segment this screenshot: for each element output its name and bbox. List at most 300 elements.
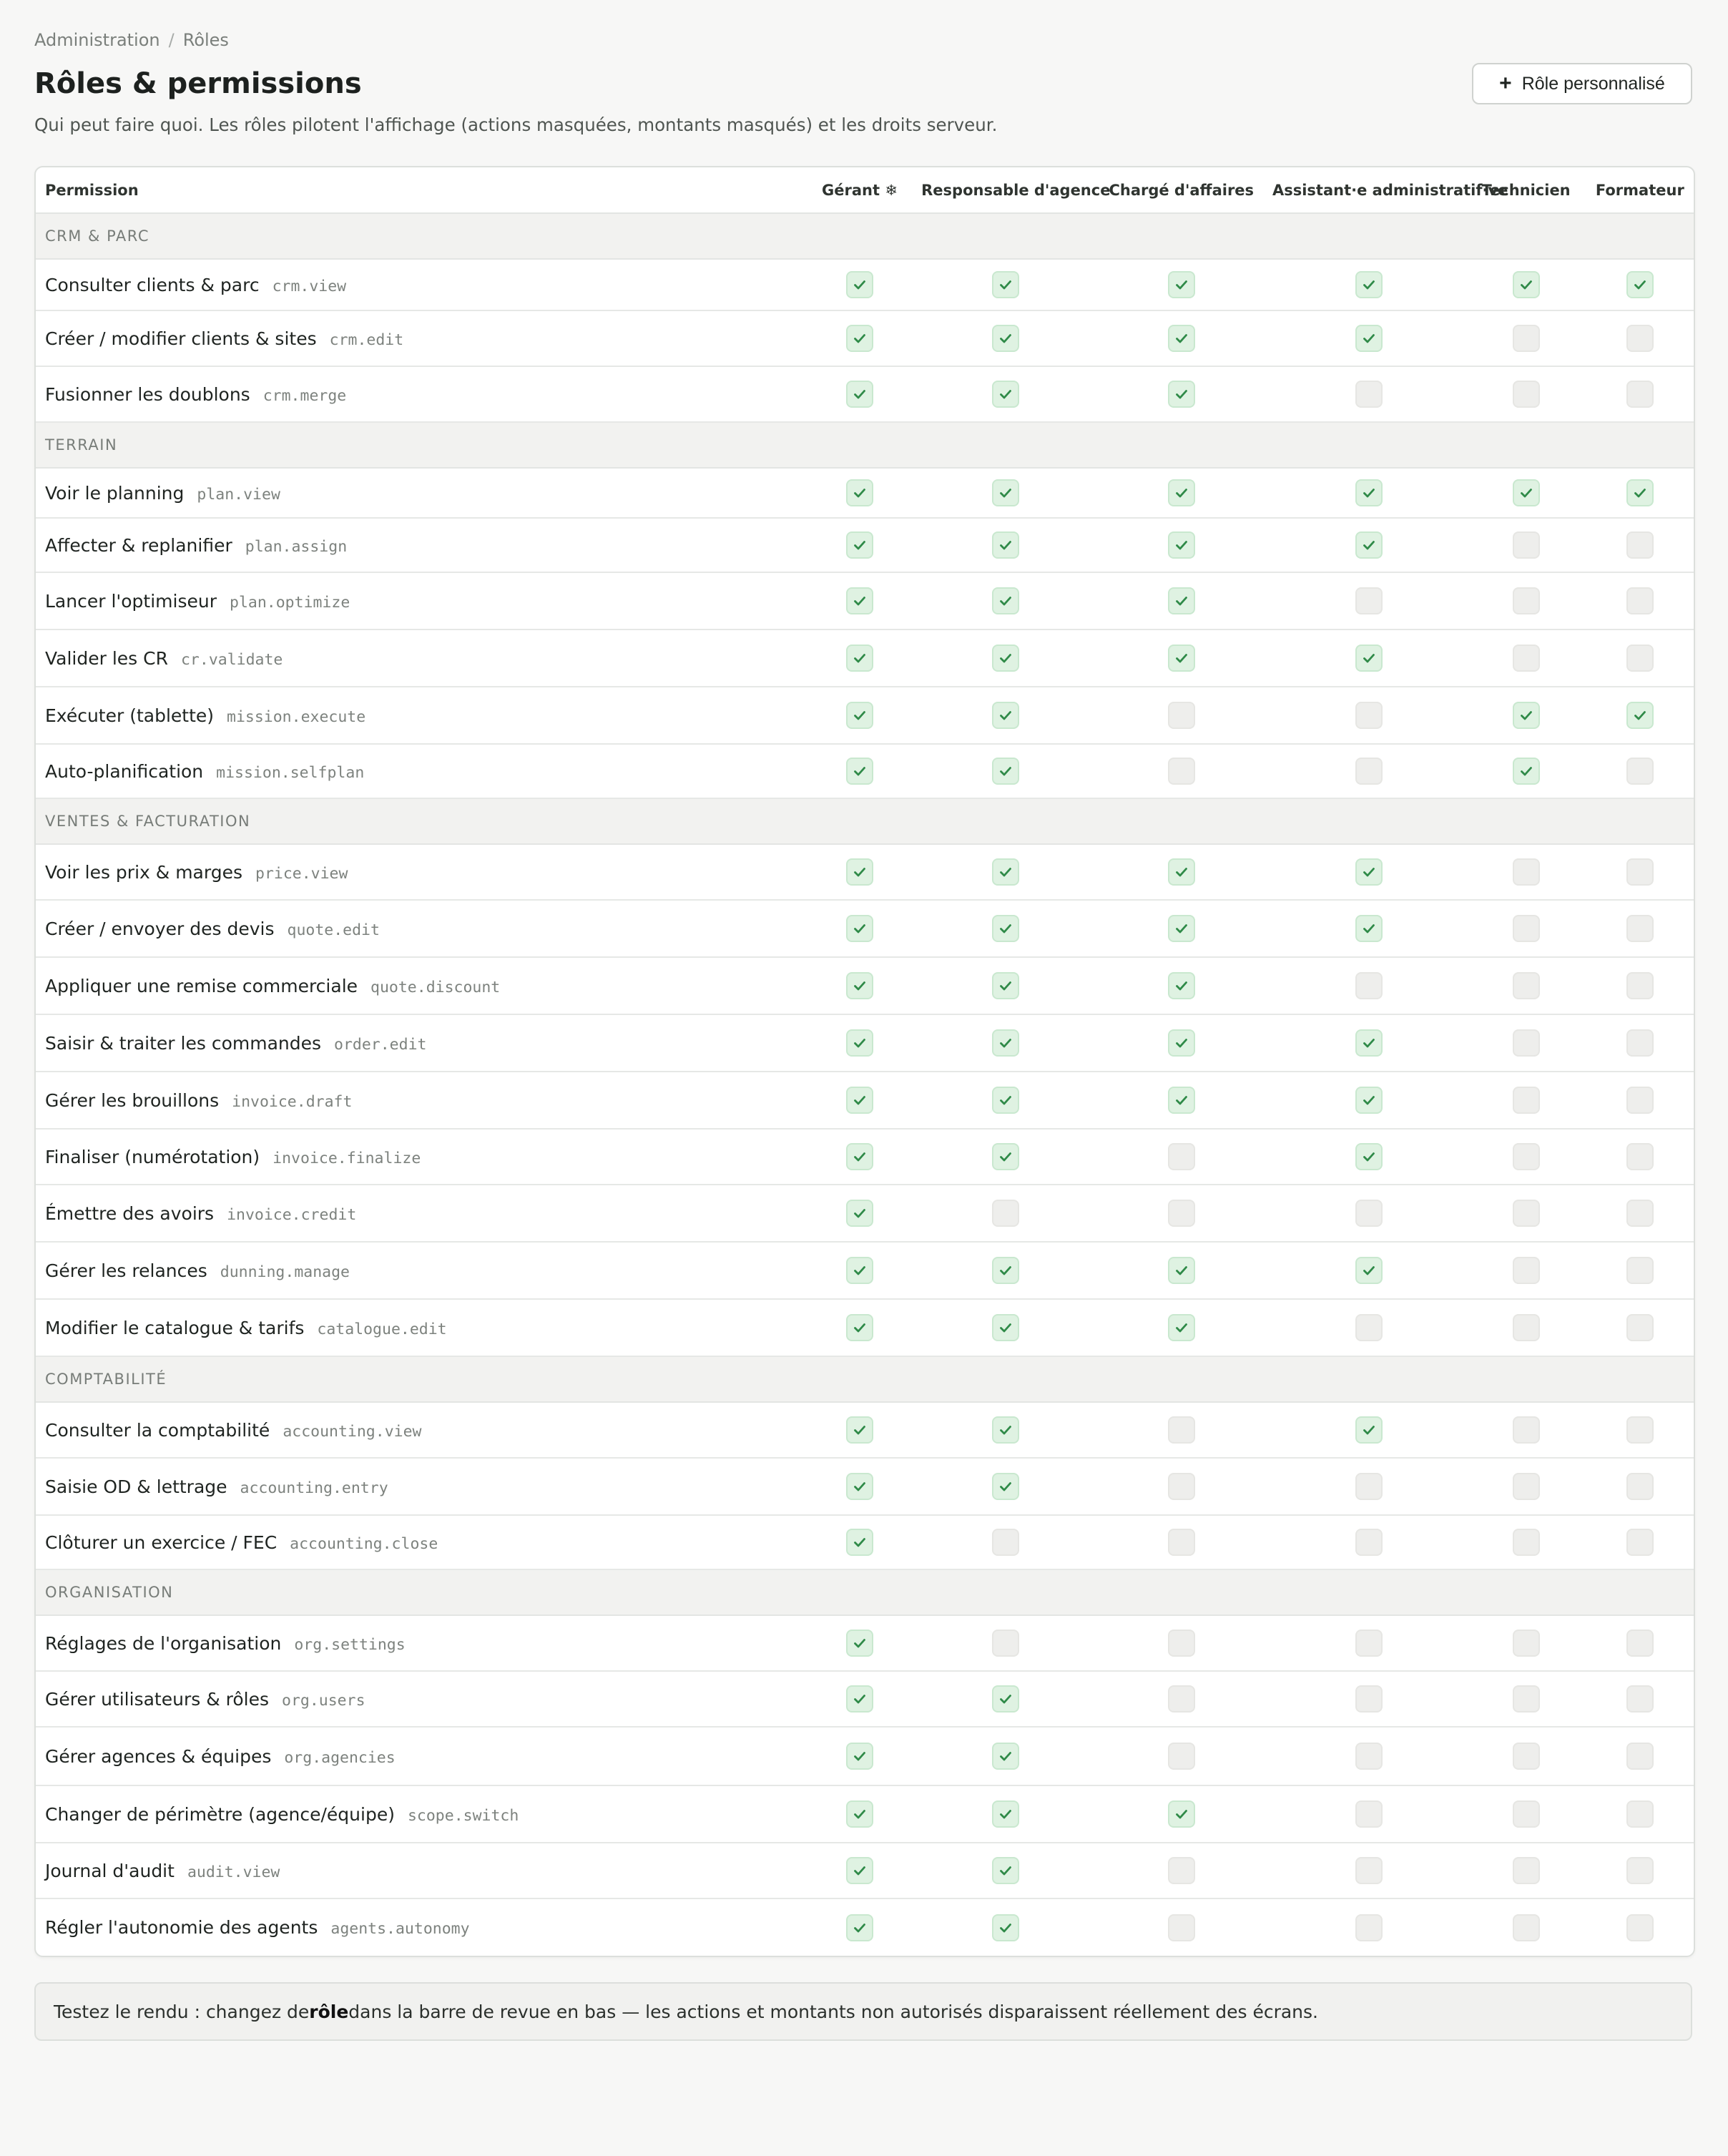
permission-checkbox-checked[interactable] [846,858,873,886]
permission-checkbox-unchecked[interactable] [1168,702,1195,729]
permission-cell-technicien [1466,1129,1586,1185]
permission-checkbox-checked[interactable] [992,1257,1019,1284]
permission-checkbox-checked[interactable] [992,758,1019,785]
permission-checkbox-unchecked[interactable] [992,1630,1019,1657]
permission-row [36,1843,1694,1898]
permission-cell-assistant-administratif [1272,1671,1466,1727]
permission-checkbox-unchecked[interactable] [1513,858,1540,886]
permission-cell-assistant-administratif [1272,1072,1466,1129]
permission-checkbox-unchecked[interactable] [1626,1029,1654,1057]
permission-checkbox-unchecked[interactable] [1168,758,1195,785]
permission-checkbox-unchecked[interactable] [1626,1857,1654,1884]
permission-checkbox-checked[interactable] [846,645,873,672]
permission-checkbox-checked[interactable] [1355,1257,1383,1284]
permission-checkbox-checked[interactable] [1168,972,1195,999]
section-row [36,1569,1694,1615]
permission-cell-gerant [798,1402,921,1458]
permission-checkbox-checked[interactable] [1168,587,1195,614]
permission-cell-gerant [798,900,921,957]
permission-cell-gerant [798,1014,921,1072]
permission-checkbox-unchecked[interactable] [1626,381,1654,408]
permission-row [36,1458,1694,1515]
permission-checkbox-unchecked[interactable] [1513,1473,1540,1500]
permission-checkbox-checked[interactable] [992,702,1019,729]
permission-label: Gérer agences & équipes [45,1745,272,1767]
permission-checkbox-unchecked[interactable] [1355,1200,1383,1227]
permission-cell-gerant [798,957,921,1014]
permission-checkbox-unchecked[interactable] [1355,587,1383,614]
permission-checkbox-unchecked[interactable] [1626,1630,1654,1657]
permission-checkbox-unchecked[interactable] [992,1200,1019,1227]
permission-checkbox-checked[interactable] [992,1685,1019,1712]
permission-checkbox-unchecked[interactable] [1626,1416,1654,1444]
permission-row [36,310,1694,366]
permission-label: Valider les CR [45,647,168,669]
permission-checkbox-checked[interactable] [1168,1087,1195,1114]
permission-cell-formateur [1586,1843,1694,1898]
permission-checkbox-unchecked[interactable] [1513,1800,1540,1828]
permission-checkbox-unchecked[interactable] [1355,1685,1383,1712]
permission-cell-charge-affaires [1091,900,1272,957]
permission-label: Changer de périmètre (agence/équipe) [45,1803,395,1825]
permission-checkbox-checked[interactable] [846,915,873,942]
permission-checkbox-unchecked[interactable] [1513,381,1540,408]
permission-checkbox-unchecked[interactable] [1513,915,1540,942]
permission-checkbox-unchecked[interactable] [1355,1630,1383,1657]
permission-checkbox-checked[interactable] [992,1473,1019,1500]
permission-cell-formateur [1586,1898,1694,1956]
permission-checkbox-checked[interactable] [846,531,873,559]
permission-cell-assistant-administratif [1272,900,1466,957]
permission-code: plan.view [197,485,280,504]
section-row [36,422,1694,468]
permission-checkbox-unchecked[interactable] [1168,1473,1195,1500]
permission-cell-assistant-administratif [1272,1014,1466,1072]
permission-checkbox-unchecked[interactable] [1513,1029,1540,1057]
permission-checkbox-unchecked[interactable] [1168,1529,1195,1556]
permission-checkbox-unchecked[interactable] [1626,1314,1654,1341]
breadcrumb [34,30,229,50]
permission-cell-gerant [798,1129,921,1185]
permission-cell-charge-affaires [1091,1615,1272,1671]
permission-label: Réglages de l'organisation [45,1632,282,1654]
permission-checkbox-checked[interactable] [1168,1257,1195,1284]
permission-checkbox-unchecked[interactable] [1168,1743,1195,1770]
permission-checkbox-unchecked[interactable] [1626,1529,1654,1556]
permission-checkbox-checked[interactable] [1355,1087,1383,1114]
permission-checkbox-checked[interactable] [846,1087,873,1114]
permission-cell-gerant [798,572,921,629]
permission-checkbox-unchecked[interactable] [1355,972,1383,999]
permission-checkbox-checked[interactable] [992,1314,1019,1341]
permission-checkbox-checked[interactable] [1355,1143,1383,1170]
permission-label: Gérer utilisateurs & rôles [45,1688,270,1710]
permission-cell-gerant [798,1727,921,1785]
permission-cell [36,1515,798,1569]
permission-label: Gérer les relances [45,1260,207,1281]
permission-cell [36,572,798,629]
permission-checkbox-checked[interactable] [846,1857,873,1884]
permission-checkbox-checked[interactable] [846,479,873,506]
permission-checkbox-unchecked[interactable] [1626,531,1654,559]
permission-cell-technicien [1466,1402,1586,1458]
permission-checkbox-unchecked[interactable] [1626,645,1654,672]
permission-checkbox-unchecked[interactable] [1355,1743,1383,1770]
permission-checkbox-unchecked[interactable] [1513,531,1540,559]
permission-cell-assistant-administratif [1272,468,1466,518]
permission-checkbox-checked[interactable] [992,858,1019,886]
permission-checkbox-unchecked[interactable] [1355,1914,1383,1941]
permission-checkbox-unchecked[interactable] [1626,758,1654,785]
permission-checkbox-checked[interactable] [992,1416,1019,1444]
permission-checkbox-checked[interactable] [1355,325,1383,352]
permission-checkbox-checked[interactable] [1168,271,1195,298]
permission-code: invoice.draft [232,1092,353,1111]
permissions-table-card [34,166,1695,1957]
permission-cell [36,1072,798,1129]
permission-cell-responsable-agence [921,1242,1090,1299]
permission-label: Appliquer une remise commerciale [45,975,358,996]
permission-checkbox-checked[interactable] [846,1529,873,1556]
permission-checkbox-checked[interactable] [846,1416,873,1444]
permission-checkbox-unchecked[interactable] [1626,1143,1654,1170]
permission-cell-responsable-agence [921,310,1090,366]
permission-checkbox-checked[interactable] [1168,531,1195,559]
permission-cell-responsable-agence [921,259,1090,310]
permission-cell-responsable-agence [921,1898,1090,1956]
permission-checkbox-unchecked[interactable] [1626,1743,1654,1770]
permission-cell-formateur [1586,1402,1694,1458]
permission-code: scope.switch [407,1806,519,1825]
permission-checkbox-unchecked[interactable] [1626,1800,1654,1828]
section-title: VENTES & FACTURATION [36,798,1694,844]
permission-label: Créer / envoyer des devis [45,918,275,939]
permission-label: Affecter & replanifier [45,534,232,556]
permission-label: Lancer l'optimiseur [45,590,217,612]
permission-cell-gerant [798,1458,921,1515]
permission-checkbox-unchecked[interactable] [1355,1857,1383,1884]
permission-checkbox-checked[interactable] [992,271,1019,298]
permission-cell [36,1402,798,1458]
permission-cell-formateur [1586,957,1694,1014]
permission-checkbox-checked[interactable] [1168,645,1195,672]
role-header-formateur: Formateur [1586,167,1694,213]
permission-row [36,1727,1694,1785]
permission-cell-technicien [1466,1072,1586,1129]
permission-checkbox-unchecked[interactable] [1513,1200,1540,1227]
permission-checkbox-unchecked[interactable] [1513,1257,1540,1284]
permission-checkbox-unchecked[interactable] [1513,1143,1540,1170]
permission-checkbox-checked[interactable] [846,381,873,408]
permission-cell-technicien [1466,366,1586,422]
permission-checkbox-checked[interactable] [846,325,873,352]
permission-checkbox-unchecked[interactable] [1626,915,1654,942]
permission-cell-technicien [1466,468,1586,518]
permission-checkbox-unchecked[interactable] [1626,1257,1654,1284]
permission-checkbox-unchecked[interactable] [1513,1416,1540,1444]
permission-cell-formateur [1586,1299,1694,1356]
permission-cell-gerant [798,468,921,518]
permission-checkbox-checked[interactable] [846,1314,873,1341]
permission-checkbox-checked[interactable] [846,972,873,999]
permission-cell-responsable-agence [921,1185,1090,1242]
permission-cell-charge-affaires [1091,687,1272,744]
permission-checkbox-checked[interactable] [846,1473,873,1500]
page-title: Rôles & permissions [34,67,362,100]
permission-checkbox-checked[interactable] [846,1800,873,1828]
permission-checkbox-checked[interactable] [1168,325,1195,352]
permission-code: catalogue.edit [317,1320,447,1338]
permission-cell-technicien [1466,518,1586,572]
permission-checkbox-checked[interactable] [992,1743,1019,1770]
permission-checkbox-unchecked[interactable] [1626,1914,1654,1941]
permission-checkbox-checked[interactable] [1626,479,1654,506]
permission-checkbox-unchecked[interactable] [1355,1800,1383,1828]
role-header-technicien: Technicien [1466,167,1586,213]
permission-checkbox-unchecked[interactable] [1626,1200,1654,1227]
permission-cell-formateur [1586,1785,1694,1843]
breadcrumb-parent-link[interactable]: Administration [34,30,160,50]
permission-cell-responsable-agence [921,957,1090,1014]
permission-checkbox-unchecked[interactable] [1513,972,1540,999]
permission-label: Exécuter (tablette) [45,705,215,726]
permission-checkbox-checked[interactable] [992,1087,1019,1114]
permission-label: Régler l'autonomie des agents [45,1917,318,1938]
permission-cell [36,1843,798,1898]
permission-checkbox-unchecked[interactable] [1513,1630,1540,1657]
permission-checkbox-unchecked[interactable] [1626,1685,1654,1712]
permission-checkbox-checked[interactable] [992,587,1019,614]
permission-checkbox-checked[interactable] [992,915,1019,942]
permission-checkbox-unchecked[interactable] [1355,758,1383,785]
breadcrumb-separator: / [168,30,175,50]
permission-checkbox-checked[interactable] [846,1743,873,1770]
permission-checkbox-checked[interactable] [1355,915,1383,942]
permission-row [36,900,1694,957]
permission-cell-charge-affaires [1091,259,1272,310]
permission-checkbox-checked[interactable] [846,1914,873,1941]
permission-checkbox-checked[interactable] [992,479,1019,506]
role-header-gerant: Gérant ❄ [798,167,921,213]
add-custom-role-button[interactable] [1472,63,1692,104]
permission-row [36,844,1694,900]
permission-checkbox-unchecked[interactable] [1355,1314,1383,1341]
permission-cell-gerant [798,310,921,366]
permission-checkbox-unchecked[interactable] [1626,1473,1654,1500]
permission-code: mission.selfplan [216,763,365,782]
permission-cell-technicien [1466,572,1586,629]
permission-cell-technicien [1466,1898,1586,1956]
permission-checkbox-checked[interactable] [846,1200,873,1227]
permission-checkbox-unchecked[interactable] [1513,1914,1540,1941]
permission-cell [36,1615,798,1671]
permission-cell-charge-affaires [1091,310,1272,366]
permission-cell-gerant [798,1515,921,1569]
permission-checkbox-checked[interactable] [992,1857,1019,1884]
permission-checkbox-unchecked[interactable] [1513,1529,1540,1556]
permission-checkbox-checked[interactable] [992,1914,1019,1941]
permission-code: accounting.close [290,1534,438,1553]
role-header-responsable-agence: Responsable d'agence [921,167,1090,213]
permission-checkbox-unchecked[interactable] [1168,1143,1195,1170]
permission-checkbox-unchecked[interactable] [1168,1685,1195,1712]
permission-cell-gerant [798,1843,921,1898]
permission-checkbox-checked[interactable] [1168,479,1195,506]
permission-checkbox-checked[interactable] [992,325,1019,352]
permission-checkbox-unchecked[interactable] [1355,381,1383,408]
permission-cell-formateur [1586,1014,1694,1072]
permission-cell [36,1671,798,1727]
permission-checkbox-checked[interactable] [846,702,873,729]
permission-row [36,629,1694,687]
permission-cell-responsable-agence [921,687,1090,744]
permission-row [36,468,1694,518]
permission-cell-responsable-agence [921,1615,1090,1671]
permission-cell-responsable-agence [921,744,1090,798]
permission-label: Consulter la comptabilité [45,1419,270,1441]
permission-checkbox-unchecked[interactable] [1168,1914,1195,1941]
permission-checkbox-checked[interactable] [1355,1029,1383,1057]
permission-checkbox-checked[interactable] [1355,271,1383,298]
permission-checkbox-unchecked[interactable] [1168,1416,1195,1444]
permission-checkbox-unchecked[interactable] [1513,587,1540,614]
permission-label: Fusionner les doublons [45,383,250,405]
permission-cell-assistant-administratif [1272,629,1466,687]
permission-cell-formateur [1586,1242,1694,1299]
permission-checkbox-checked[interactable] [846,1257,873,1284]
permission-cell-responsable-agence [921,1671,1090,1727]
permission-code: accounting.view [283,1422,422,1441]
permission-checkbox-unchecked[interactable] [1626,587,1654,614]
permission-cell-technicien [1466,957,1586,1014]
permission-checkbox-unchecked[interactable] [1626,1087,1654,1114]
permission-checkbox-checked[interactable] [1355,479,1383,506]
permission-cell-technicien [1466,1242,1586,1299]
permission-cell-assistant-administratif [1272,1458,1466,1515]
permission-cell-assistant-administratif [1272,687,1466,744]
permission-cell-formateur [1586,518,1694,572]
permission-checkbox-unchecked[interactable] [1513,1685,1540,1712]
permission-checkbox-unchecked[interactable] [1626,858,1654,886]
permission-checkbox-checked[interactable] [1168,1800,1195,1828]
permission-checkbox-checked[interactable] [846,758,873,785]
permission-checkbox-unchecked[interactable] [1168,1630,1195,1657]
permission-checkbox-checked[interactable] [1168,381,1195,408]
permission-label: Gérer les brouillons [45,1089,220,1111]
permission-checkbox-checked[interactable] [1355,1416,1383,1444]
permission-checkbox-unchecked[interactable] [1513,325,1540,352]
permission-checkbox-checked[interactable] [1168,858,1195,886]
permission-cell-charge-affaires [1091,518,1272,572]
permission-checkbox-unchecked[interactable] [1513,645,1540,672]
permission-checkbox-checked[interactable] [1355,531,1383,559]
permission-checkbox-checked[interactable] [846,271,873,298]
permission-checkbox-unchecked[interactable] [1513,1743,1540,1770]
permission-cell-assistant-administratif [1272,1843,1466,1898]
permission-cell-charge-affaires [1091,366,1272,422]
permission-cell-gerant [798,629,921,687]
permission-checkbox-unchecked[interactable] [1513,1857,1540,1884]
permission-cell [36,1185,798,1242]
permission-checkbox-unchecked[interactable] [1513,1314,1540,1341]
permission-checkbox-unchecked[interactable] [1355,1473,1383,1500]
permission-checkbox-checked[interactable] [992,531,1019,559]
permission-checkbox-checked[interactable] [992,645,1019,672]
permission-cell [36,1785,798,1843]
permission-label: Saisie OD & lettrage [45,1476,227,1497]
permission-cell [36,1727,798,1785]
permission-checkbox-unchecked[interactable] [1168,1857,1195,1884]
permission-cell-charge-affaires [1091,1242,1272,1299]
permission-cell-assistant-administratif [1272,366,1466,422]
permission-row [36,1785,1694,1843]
permission-checkbox-checked[interactable] [1626,702,1654,729]
permission-row [36,1014,1694,1072]
permission-cell-assistant-administratif [1272,1242,1466,1299]
permission-cell [36,1129,798,1185]
permission-checkbox-checked[interactable] [992,972,1019,999]
permission-checkbox-checked[interactable] [846,1143,873,1170]
permission-cell-assistant-administratif [1272,518,1466,572]
permission-row [36,518,1694,572]
permission-label: Finaliser (numérotation) [45,1146,260,1167]
section-title: CRM & PARC [36,213,1694,259]
permission-checkbox-unchecked[interactable] [1355,702,1383,729]
table-header-row [36,167,1694,213]
permission-cell-gerant [798,1615,921,1671]
permission-cell-assistant-administratif [1272,1898,1466,1956]
permission-checkbox-checked[interactable] [1513,702,1540,729]
permission-cell [36,957,798,1014]
permission-checkbox-checked[interactable] [846,1685,873,1712]
permission-checkbox-unchecked[interactable] [1626,972,1654,999]
permission-checkbox-checked[interactable] [846,587,873,614]
permission-cell-responsable-agence [921,900,1090,957]
permissions-table [36,167,1694,1956]
permission-cell-charge-affaires [1091,957,1272,1014]
permission-checkbox-checked[interactable] [1168,1029,1195,1057]
permission-checkbox-unchecked[interactable] [1168,1200,1195,1227]
permission-checkbox-checked[interactable] [846,1029,873,1057]
permission-cell [36,1014,798,1072]
permission-checkbox-checked[interactable] [992,1029,1019,1057]
permission-checkbox-checked[interactable] [992,381,1019,408]
permission-cell-assistant-administratif [1272,310,1466,366]
permission-checkbox-checked[interactable] [846,1630,873,1657]
permission-checkbox-checked[interactable] [1513,758,1540,785]
permission-checkbox-checked[interactable] [1168,915,1195,942]
permission-cell-formateur [1586,1515,1694,1569]
permission-code: crm.edit [329,330,404,349]
permission-code: quote.edit [287,921,380,939]
note-suffix: dans la barre de revue en bas — les actions et montants non autorisés disparaissent réellement des écrans. [348,2001,1318,2022]
permission-checkbox-checked[interactable] [1355,645,1383,672]
permission-checkbox-checked[interactable] [1626,271,1654,298]
permission-checkbox-checked[interactable] [1513,271,1540,298]
permission-cell [36,259,798,310]
permission-checkbox-checked[interactable] [992,1800,1019,1828]
permission-cell-charge-affaires [1091,1898,1272,1956]
permission-checkbox-unchecked[interactable] [1355,1529,1383,1556]
permission-checkbox-checked[interactable] [992,1143,1019,1170]
permission-checkbox-checked[interactable] [1168,1314,1195,1341]
permission-checkbox-unchecked[interactable] [1513,1087,1540,1114]
permission-checkbox-unchecked[interactable] [992,1529,1019,1556]
permission-checkbox-checked[interactable] [1513,479,1540,506]
permission-checkbox-unchecked[interactable] [1626,325,1654,352]
permission-cell-assistant-administratif [1272,1402,1466,1458]
permission-checkbox-checked[interactable] [1355,858,1383,886]
